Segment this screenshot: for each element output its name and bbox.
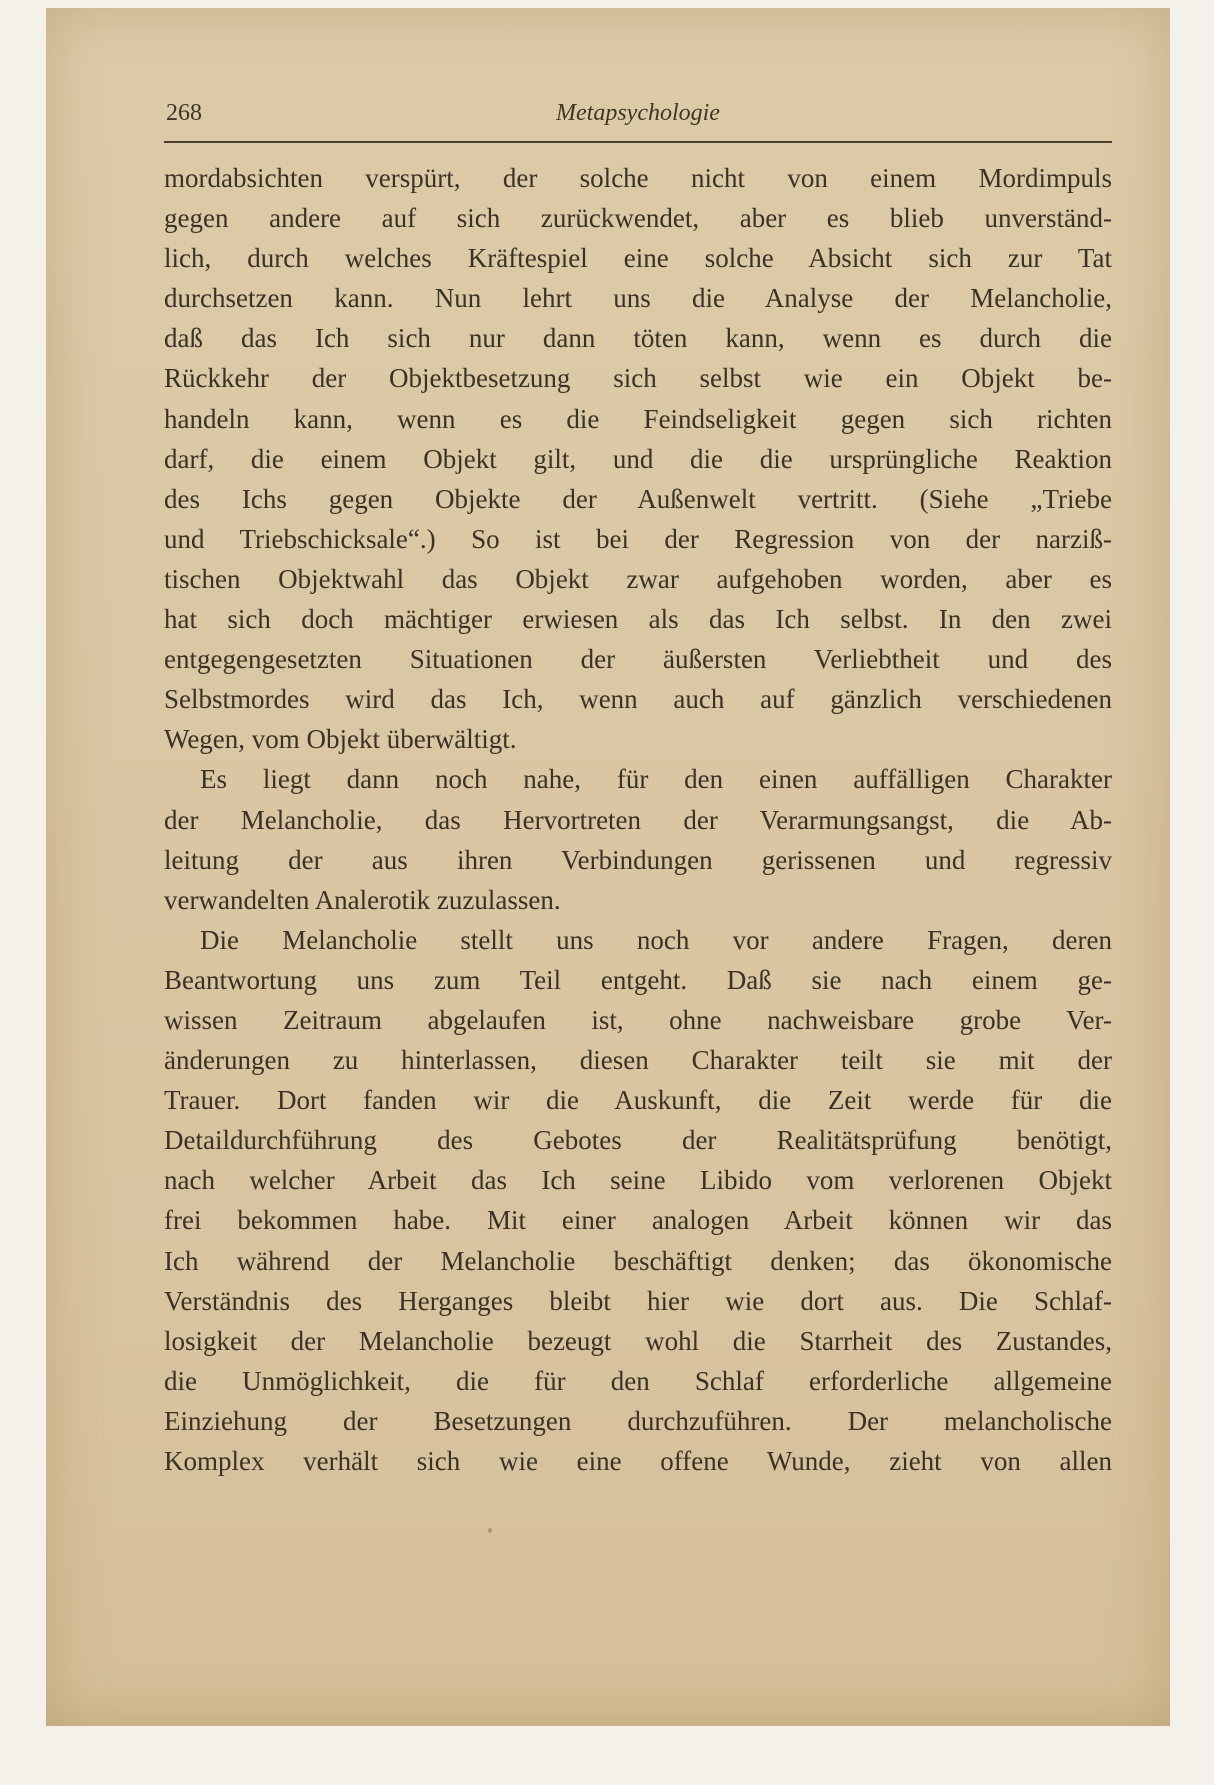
text-line: losigkeit der Melancholie bezeugt wohl die Starrheit des Zustandes,: [164, 1325, 1112, 1356]
paragraph: [164, 759, 1112, 919]
text-line: des Ichs gegen Objekte der Außenwelt vertritt. (Siehe „Triebe: [164, 483, 1112, 514]
paragraph: [164, 920, 1112, 1481]
text-line: Ich während der Melancholie beschäftigt denken; das ökonomische: [164, 1245, 1112, 1276]
text-line: Rückkehr der Objektbesetzung sich selbst wie ein Objekt be-: [164, 363, 1112, 394]
text-line: und Triebschicksale“.) So ist bei der Regression von der narziß-: [164, 523, 1112, 554]
text-line: handeln kann, wenn es die Feindseligkeit gegen sich richten: [164, 403, 1112, 434]
page-number: 268: [166, 100, 202, 126]
text-line: Trauer. Dort fanden wir die Auskunft, die Zeit werde für die: [164, 1085, 1112, 1116]
text-line: lich, durch welches Kräftespiel eine solche Absicht sich zur Tat: [164, 243, 1112, 274]
text-line: mordabsichten verspürt, der solche nicht von einem Mordimpuls: [164, 163, 1112, 193]
text-line: Selbstmordes wird das Ich, wenn auch auf gänzlich verschiedenen: [164, 684, 1112, 715]
text-line: leitung der aus ihren Verbindungen gerissenen und regressiv: [164, 844, 1112, 875]
text-line: änderungen zu hinterlassen, diesen Charakter teilt sie mit der: [164, 1045, 1112, 1076]
text-line: tischen Objektwahl das Objekt zwar aufgehoben worden, aber es: [164, 563, 1112, 594]
text-line: frei bekommen habe. Mit einer analogen Arbeit können wir das: [164, 1205, 1112, 1236]
paragraph: [164, 158, 1112, 759]
text-line: Komplex verhält sich wie eine offene Wunde, zieht von allen: [164, 1446, 1112, 1476]
body-text: [164, 158, 1112, 1481]
text-line: entgegengesetzten Situationen der äußersten Verliebtheit und des: [164, 644, 1112, 675]
text-line: daß das Ich sich nur dann töten kann, wenn es durch die: [164, 323, 1112, 354]
paper-speck: [488, 1528, 492, 1533]
text-line: Verständnis des Herganges bleibt hier wie dort aus. Die Schlaf-: [164, 1285, 1112, 1316]
text-line: Detaildurchführung des Gebotes der Realitätsprüfung benötigt,: [164, 1125, 1112, 1156]
running-title: Metapsychologie: [556, 100, 720, 126]
text-line: die Unmöglichkeit, die für den Schlaf erforderliche allgemeine: [164, 1365, 1112, 1396]
text-line: verwandelten Analerotik zuzulassen.: [164, 884, 561, 915]
text-line: Einziehung der Besetzungen durchzuführen. Der melancholische: [164, 1405, 1112, 1436]
text-line: Die Melancholie stellt uns noch vor andere Fragen, deren: [200, 924, 1112, 955]
text-line: durchsetzen kann. Nun lehrt uns die Analyse der Melancholie,: [164, 283, 1112, 314]
running-header: [164, 100, 1112, 140]
text-line: nach welcher Arbeit das Ich seine Libido vom verlorenen Objekt: [164, 1165, 1112, 1196]
text-line: wissen Zeitraum abgelaufen ist, ohne nachweisbare grobe Ver-: [164, 1004, 1112, 1035]
text-line: Wegen, vom Objekt überwältigt.: [164, 724, 517, 755]
text-line: gegen andere auf sich zurückwendet, aber es blieb unverständ-: [164, 203, 1112, 234]
text-line: darf, die einem Objekt gilt, und die die ursprüngliche Reaktion: [164, 443, 1112, 474]
text-line: Es liegt dann noch nahe, für den einen auffälligen Charakter: [200, 764, 1112, 795]
header-rule: [164, 141, 1112, 143]
text-line: der Melancholie, das Hervortreten der Verarmungsangst, die Ab-: [164, 804, 1112, 835]
text-line: hat sich doch mächtiger erwiesen als das Ich selbst. In den zwei: [164, 604, 1112, 635]
text-line: Beantwortung uns zum Teil entgeht. Daß sie nach einem ge-: [164, 964, 1112, 995]
